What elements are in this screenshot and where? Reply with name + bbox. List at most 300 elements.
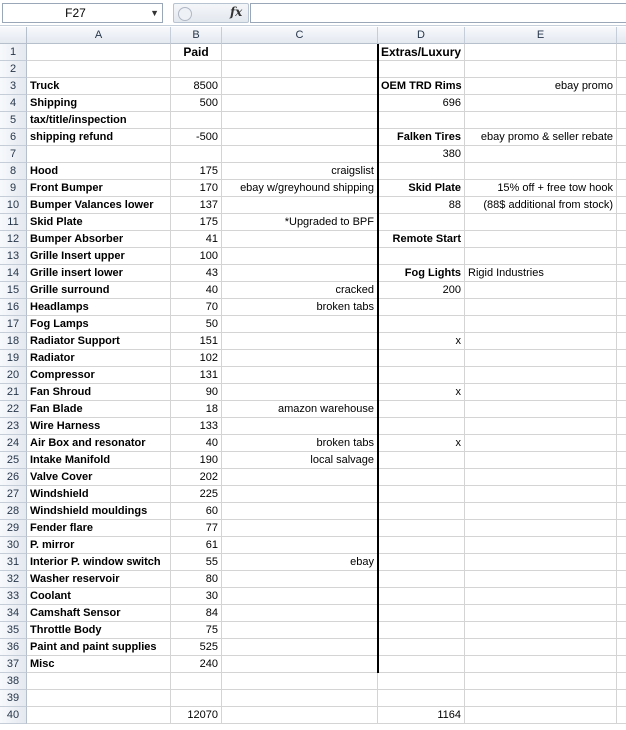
cell-d[interactable] <box>378 452 465 469</box>
cell-b[interactable]: 84 <box>171 605 222 622</box>
cell-b[interactable]: 41 <box>171 231 222 248</box>
cell-e[interactable]: Rigid Industries <box>465 265 617 282</box>
cell-d[interactable] <box>378 622 465 639</box>
cell-c[interactable]: cracked <box>222 282 378 299</box>
cell-d[interactable]: Extras/Luxury <box>378 44 465 61</box>
cell-d[interactable] <box>378 316 465 333</box>
cell-b[interactable]: 75 <box>171 622 222 639</box>
cell-d[interactable] <box>378 214 465 231</box>
cell-c[interactable] <box>222 605 378 622</box>
cell-a[interactable] <box>27 61 171 78</box>
cell-c[interactable]: *Upgraded to BPF <box>222 214 378 231</box>
cell-b[interactable]: 137 <box>171 197 222 214</box>
cell-a[interactable]: Bumper Valances lower <box>27 197 171 214</box>
row-header[interactable]: 32 <box>0 571 27 588</box>
cell-a[interactable]: Skid Plate <box>27 214 171 231</box>
cell-a[interactable] <box>27 673 171 690</box>
cell-c[interactable] <box>222 265 378 282</box>
column-header-b[interactable]: B <box>171 27 222 44</box>
cell-c[interactable]: local salvage <box>222 452 378 469</box>
cell-d[interactable]: 696 <box>378 95 465 112</box>
row-header[interactable]: 27 <box>0 486 27 503</box>
cell-e[interactable] <box>465 401 617 418</box>
cell-d[interactable] <box>378 418 465 435</box>
cell-e[interactable] <box>465 452 617 469</box>
row-header[interactable]: 9 <box>0 180 27 197</box>
cell-d[interactable]: 200 <box>378 282 465 299</box>
cell-a[interactable]: Air Box and resonator <box>27 435 171 452</box>
name-box-dropdown-icon[interactable]: ▼ <box>150 8 159 18</box>
cell-f[interactable] <box>617 180 626 197</box>
row-header[interactable]: 40 <box>0 707 27 724</box>
cell-f[interactable] <box>617 367 626 384</box>
row-header[interactable]: 2 <box>0 61 27 78</box>
cell-b[interactable] <box>171 146 222 163</box>
cell-d[interactable]: OEM TRD Rims <box>378 78 465 95</box>
cell-e[interactable] <box>465 469 617 486</box>
cell-d[interactable]: Remote Start <box>378 231 465 248</box>
cell-a[interactable]: Camshaft Sensor <box>27 605 171 622</box>
cell-a[interactable]: Intake Manifold <box>27 452 171 469</box>
cell-c[interactable] <box>222 537 378 554</box>
row-header[interactable]: 3 <box>0 78 27 95</box>
cell-d[interactable] <box>378 248 465 265</box>
cell-f[interactable] <box>617 707 626 724</box>
cell-c[interactable] <box>222 469 378 486</box>
row-header[interactable]: 18 <box>0 333 27 350</box>
cell-c[interactable] <box>222 571 378 588</box>
cell-d[interactable] <box>378 537 465 554</box>
cell-c[interactable] <box>222 690 378 707</box>
cell-a[interactable]: Fan Blade <box>27 401 171 418</box>
table-row <box>0 146 626 163</box>
row-header[interactable]: 29 <box>0 520 27 537</box>
cell-f[interactable] <box>617 384 626 401</box>
row-header[interactable]: 8 <box>0 163 27 180</box>
cell-f[interactable] <box>617 350 626 367</box>
cell-a[interactable]: Fan Shroud <box>27 384 171 401</box>
row-header[interactable]: 15 <box>0 282 27 299</box>
cell-d[interactable] <box>378 588 465 605</box>
cell-f[interactable] <box>617 146 626 163</box>
cell-f[interactable] <box>617 435 626 452</box>
select-all-corner[interactable] <box>0 27 27 44</box>
row-header[interactable]: 39 <box>0 690 27 707</box>
cell-d[interactable] <box>378 112 465 129</box>
cell-e[interactable] <box>465 486 617 503</box>
cell-b[interactable] <box>171 673 222 690</box>
cell-e[interactable]: ebay promo & seller rebate <box>465 129 617 146</box>
cell-e[interactable] <box>465 248 617 265</box>
cell-e[interactable] <box>465 639 617 656</box>
cell-c[interactable] <box>222 95 378 112</box>
row-header[interactable]: 10 <box>0 197 27 214</box>
cell-c[interactable] <box>222 418 378 435</box>
cell-a[interactable] <box>27 707 171 724</box>
cell-a[interactable]: Interior P. window switch <box>27 554 171 571</box>
cell-f[interactable] <box>617 690 626 707</box>
cell-c[interactable] <box>222 197 378 214</box>
cell-f[interactable] <box>617 265 626 282</box>
cell-b[interactable]: 8500 <box>171 78 222 95</box>
cell-c[interactable] <box>222 129 378 146</box>
row-header[interactable]: 36 <box>0 639 27 656</box>
cell-d[interactable]: x <box>378 435 465 452</box>
cell-c[interactable] <box>222 486 378 503</box>
cell-b[interactable] <box>171 112 222 129</box>
cell-e[interactable] <box>465 350 617 367</box>
cell-b[interactable]: 55 <box>171 554 222 571</box>
cell-a[interactable] <box>27 146 171 163</box>
cell-a[interactable]: Paint and paint supplies <box>27 639 171 656</box>
cell-a[interactable]: Wire Harness <box>27 418 171 435</box>
cell-e[interactable]: ebay promo <box>465 78 617 95</box>
cell-a[interactable]: Front Bumper <box>27 180 171 197</box>
row-header[interactable]: 20 <box>0 367 27 384</box>
cell-a[interactable]: Headlamps <box>27 299 171 316</box>
cell-f[interactable] <box>617 537 626 554</box>
cell-f[interactable] <box>617 605 626 622</box>
cell-b[interactable]: 225 <box>171 486 222 503</box>
row-header[interactable]: 19 <box>0 350 27 367</box>
cell-f[interactable] <box>617 248 626 265</box>
cell-b[interactable]: 133 <box>171 418 222 435</box>
cell-b[interactable]: 100 <box>171 248 222 265</box>
cell-c[interactable] <box>222 520 378 537</box>
cell-d[interactable] <box>378 486 465 503</box>
cell-c[interactable] <box>222 384 378 401</box>
cell-e[interactable] <box>465 690 617 707</box>
cell-f[interactable] <box>617 163 626 180</box>
cell-e[interactable] <box>465 554 617 571</box>
cell-e[interactable] <box>465 367 617 384</box>
cell-b[interactable]: 40 <box>171 435 222 452</box>
cell-d[interactable] <box>378 639 465 656</box>
row-header[interactable]: 30 <box>0 537 27 554</box>
cell-f[interactable] <box>617 316 626 333</box>
cell-d[interactable]: Fog Lights <box>378 265 465 282</box>
cell-d[interactable] <box>378 520 465 537</box>
cell-d[interactable] <box>378 673 465 690</box>
cell-a[interactable]: Fender flare <box>27 520 171 537</box>
cell-f[interactable] <box>617 401 626 418</box>
cell-f[interactable] <box>617 673 626 690</box>
insert-function-icon[interactable]: fx <box>230 5 243 19</box>
row-header[interactable]: 24 <box>0 435 27 452</box>
column-header-c[interactable]: C <box>222 27 378 44</box>
cell-f[interactable] <box>617 282 626 299</box>
cell-b[interactable]: 70 <box>171 299 222 316</box>
cell-e[interactable] <box>465 299 617 316</box>
cell-b[interactable]: 60 <box>171 503 222 520</box>
cell-f[interactable] <box>617 95 626 112</box>
row-header[interactable]: 28 <box>0 503 27 520</box>
cell-a[interactable]: Valve Cover <box>27 469 171 486</box>
cell-c[interactable] <box>222 350 378 367</box>
cell-a[interactable]: tax/title/inspection <box>27 112 171 129</box>
cell-b[interactable]: 525 <box>171 639 222 656</box>
cell-f[interactable] <box>617 622 626 639</box>
cell-c[interactable] <box>222 316 378 333</box>
cell-c[interactable] <box>222 248 378 265</box>
cell-b[interactable]: 102 <box>171 350 222 367</box>
cell-c[interactable] <box>222 61 378 78</box>
cell-e[interactable] <box>465 520 617 537</box>
cell-a[interactable]: Shipping <box>27 95 171 112</box>
cell-b[interactable]: 50 <box>171 316 222 333</box>
row-header[interactable]: 31 <box>0 554 27 571</box>
cell-a[interactable]: Misc <box>27 656 171 673</box>
row-header[interactable]: 21 <box>0 384 27 401</box>
cell-d[interactable] <box>378 401 465 418</box>
column-header-d[interactable]: D <box>378 27 465 44</box>
cell-f[interactable] <box>617 503 626 520</box>
cell-d[interactable] <box>378 571 465 588</box>
row-header[interactable]: 1 <box>0 44 27 61</box>
cell-a[interactable]: shipping refund <box>27 129 171 146</box>
cell-a[interactable]: Windshield mouldings <box>27 503 171 520</box>
cell-e[interactable] <box>465 435 617 452</box>
cell-b[interactable]: 18 <box>171 401 222 418</box>
table-row <box>0 588 626 605</box>
cell-a[interactable]: Fog Lamps <box>27 316 171 333</box>
row-header[interactable]: 4 <box>0 95 27 112</box>
row-header[interactable]: 34 <box>0 605 27 622</box>
cell-d[interactable]: x <box>378 333 465 350</box>
row-header[interactable]: 13 <box>0 248 27 265</box>
cell-e[interactable] <box>465 384 617 401</box>
cell-b[interactable]: 170 <box>171 180 222 197</box>
cell-b[interactable]: -500 <box>171 129 222 146</box>
cell-f[interactable] <box>617 554 626 571</box>
cell-f[interactable] <box>617 197 626 214</box>
cell-f[interactable] <box>617 520 626 537</box>
row-header[interactable]: 25 <box>0 452 27 469</box>
cell-a[interactable]: Compressor <box>27 367 171 384</box>
cell-b[interactable] <box>171 61 222 78</box>
cell-e[interactable] <box>465 605 617 622</box>
cell-c[interactable] <box>222 333 378 350</box>
cell-b[interactable]: 30 <box>171 588 222 605</box>
cell-f[interactable] <box>617 571 626 588</box>
cell-e[interactable] <box>465 112 617 129</box>
cell-e[interactable] <box>465 418 617 435</box>
cell-a[interactable] <box>27 690 171 707</box>
cell-a[interactable]: Throttle Body <box>27 622 171 639</box>
cell-b[interactable]: 43 <box>171 265 222 282</box>
cell-f[interactable] <box>617 452 626 469</box>
cell-b[interactable]: 500 <box>171 95 222 112</box>
cell-f[interactable] <box>617 129 626 146</box>
cell-f[interactable] <box>617 231 626 248</box>
cell-b[interactable]: 77 <box>171 520 222 537</box>
cell-e[interactable] <box>465 282 617 299</box>
row-header[interactable]: 26 <box>0 469 27 486</box>
cell-a[interactable]: Grille surround <box>27 282 171 299</box>
cell-b[interactable]: 90 <box>171 384 222 401</box>
column-header-a[interactable]: A <box>27 27 171 44</box>
cell-d[interactable] <box>378 554 465 571</box>
table-row <box>0 486 626 503</box>
cell-f[interactable] <box>617 112 626 129</box>
cell-e[interactable] <box>465 214 617 231</box>
cell-d[interactable]: 380 <box>378 146 465 163</box>
cell-e[interactable] <box>465 44 617 61</box>
cell-f[interactable] <box>617 639 626 656</box>
cell-b[interactable]: 40 <box>171 282 222 299</box>
cell-b[interactable]: 175 <box>171 214 222 231</box>
cell-e[interactable] <box>465 333 617 350</box>
cell-e[interactable] <box>465 95 617 112</box>
cell-d[interactable] <box>378 163 465 180</box>
name-box[interactable] <box>2 3 163 23</box>
cell-d[interactable] <box>378 503 465 520</box>
cell-c[interactable] <box>222 112 378 129</box>
cell-a[interactable]: Hood <box>27 163 171 180</box>
row-header[interactable]: 17 <box>0 316 27 333</box>
cell-b[interactable]: 12070 <box>171 707 222 724</box>
row-header[interactable]: 6 <box>0 129 27 146</box>
cell-d[interactable]: Falken Tires <box>378 129 465 146</box>
cell-c[interactable] <box>222 231 378 248</box>
cell-e[interactable] <box>465 673 617 690</box>
cell-d[interactable]: 88 <box>378 197 465 214</box>
cell-e[interactable] <box>465 61 617 78</box>
row-header[interactable]: 14 <box>0 265 27 282</box>
row-header[interactable]: 11 <box>0 214 27 231</box>
row-header[interactable]: 16 <box>0 299 27 316</box>
cell-d[interactable] <box>378 656 465 673</box>
cell-c[interactable]: ebay w/greyhound shipping <box>222 180 378 197</box>
cell-c[interactable] <box>222 622 378 639</box>
cell-e[interactable] <box>465 163 617 180</box>
cell-e[interactable] <box>465 146 617 163</box>
cell-e[interactable] <box>465 622 617 639</box>
cell-e[interactable]: (88$ additional from stock) <box>465 197 617 214</box>
cell-b[interactable]: 240 <box>171 656 222 673</box>
cell-c[interactable] <box>222 588 378 605</box>
cell-c[interactable] <box>222 673 378 690</box>
cell-a[interactable]: Radiator Support <box>27 333 171 350</box>
cell-e[interactable] <box>465 231 617 248</box>
cell-b[interactable]: 151 <box>171 333 222 350</box>
cell-c[interactable] <box>222 367 378 384</box>
cell-e[interactable] <box>465 571 617 588</box>
cell-d[interactable] <box>378 61 465 78</box>
row-header[interactable]: 7 <box>0 146 27 163</box>
cell-c[interactable]: broken tabs <box>222 435 378 452</box>
row-header[interactable]: 22 <box>0 401 27 418</box>
cell-f[interactable] <box>617 333 626 350</box>
cell-a[interactable]: Washer reservoir <box>27 571 171 588</box>
cell-e[interactable] <box>465 316 617 333</box>
cell-a[interactable]: Truck <box>27 78 171 95</box>
cell-a[interactable]: Windshield <box>27 486 171 503</box>
cell-b[interactable]: Paid <box>171 44 222 61</box>
cell-d[interactable]: 1164 <box>378 707 465 724</box>
formula-bar <box>0 0 626 26</box>
cell-b[interactable] <box>171 690 222 707</box>
cell-c[interactable] <box>222 44 378 61</box>
table-row <box>0 503 626 520</box>
cell-a[interactable]: Radiator <box>27 350 171 367</box>
column-header-e[interactable]: E <box>465 27 617 44</box>
formula-bar-splitter[interactable] <box>166 3 172 23</box>
row-header[interactable]: 38 <box>0 673 27 690</box>
row-header[interactable]: 37 <box>0 656 27 673</box>
cell-a[interactable]: Grille insert lower <box>27 265 171 282</box>
cell-c[interactable] <box>222 639 378 656</box>
cell-d[interactable] <box>378 469 465 486</box>
cell-b[interactable]: 80 <box>171 571 222 588</box>
formula-buttons <box>173 3 249 23</box>
cell-d[interactable] <box>378 367 465 384</box>
cell-c[interactable]: craigslist <box>222 163 378 180</box>
cell-a[interactable]: Bumper Absorber <box>27 231 171 248</box>
cell-d[interactable] <box>378 605 465 622</box>
cell-e[interactable] <box>465 656 617 673</box>
cell-b[interactable]: 202 <box>171 469 222 486</box>
cell-c[interactable]: broken tabs <box>222 299 378 316</box>
row-header[interactable]: 5 <box>0 112 27 129</box>
cell-a[interactable]: Coolant <box>27 588 171 605</box>
cell-c[interactable] <box>222 78 378 95</box>
cell-c[interactable]: amazon warehouse <box>222 401 378 418</box>
cell-b[interactable]: 190 <box>171 452 222 469</box>
cell-f[interactable] <box>617 214 626 231</box>
cell-c[interactable] <box>222 146 378 163</box>
cell-f[interactable] <box>617 469 626 486</box>
cell-b[interactable]: 61 <box>171 537 222 554</box>
cell-c[interactable] <box>222 503 378 520</box>
formula-input[interactable] <box>250 3 626 23</box>
cell-e[interactable] <box>465 503 617 520</box>
cell-e[interactable]: 15% off + free tow hook <box>465 180 617 197</box>
cell-e[interactable] <box>465 588 617 605</box>
row-header[interactable]: 35 <box>0 622 27 639</box>
cell-c[interactable]: ebay <box>222 554 378 571</box>
row-header[interactable]: 33 <box>0 588 27 605</box>
cell-a[interactable]: Grille Insert upper <box>27 248 171 265</box>
cell-a[interactable]: P. mirror <box>27 537 171 554</box>
row-header[interactable]: 12 <box>0 231 27 248</box>
cell-f[interactable] <box>617 299 626 316</box>
formula-circle-icon[interactable] <box>178 7 192 21</box>
cell-f[interactable] <box>617 486 626 503</box>
cell-e[interactable] <box>465 537 617 554</box>
cell-d[interactable] <box>378 299 465 316</box>
row-header[interactable]: 23 <box>0 418 27 435</box>
cell-f[interactable] <box>617 44 626 61</box>
cell-c[interactable] <box>222 707 378 724</box>
cell-a[interactable] <box>27 44 171 61</box>
cell-b[interactable]: 131 <box>171 367 222 384</box>
cell-f[interactable] <box>617 78 626 95</box>
cell-d[interactable] <box>378 350 465 367</box>
cell-d[interactable]: x <box>378 384 465 401</box>
table-row <box>0 537 626 554</box>
cell-d[interactable]: Skid Plate <box>378 180 465 197</box>
cell-d[interactable] <box>378 690 465 707</box>
cell-b[interactable]: 175 <box>171 163 222 180</box>
column-header-f[interactable] <box>617 27 626 44</box>
cell-f[interactable] <box>617 656 626 673</box>
cell-e[interactable] <box>465 707 617 724</box>
cell-f[interactable] <box>617 588 626 605</box>
cell-f[interactable] <box>617 418 626 435</box>
cell-f[interactable] <box>617 61 626 78</box>
cell-c[interactable] <box>222 656 378 673</box>
